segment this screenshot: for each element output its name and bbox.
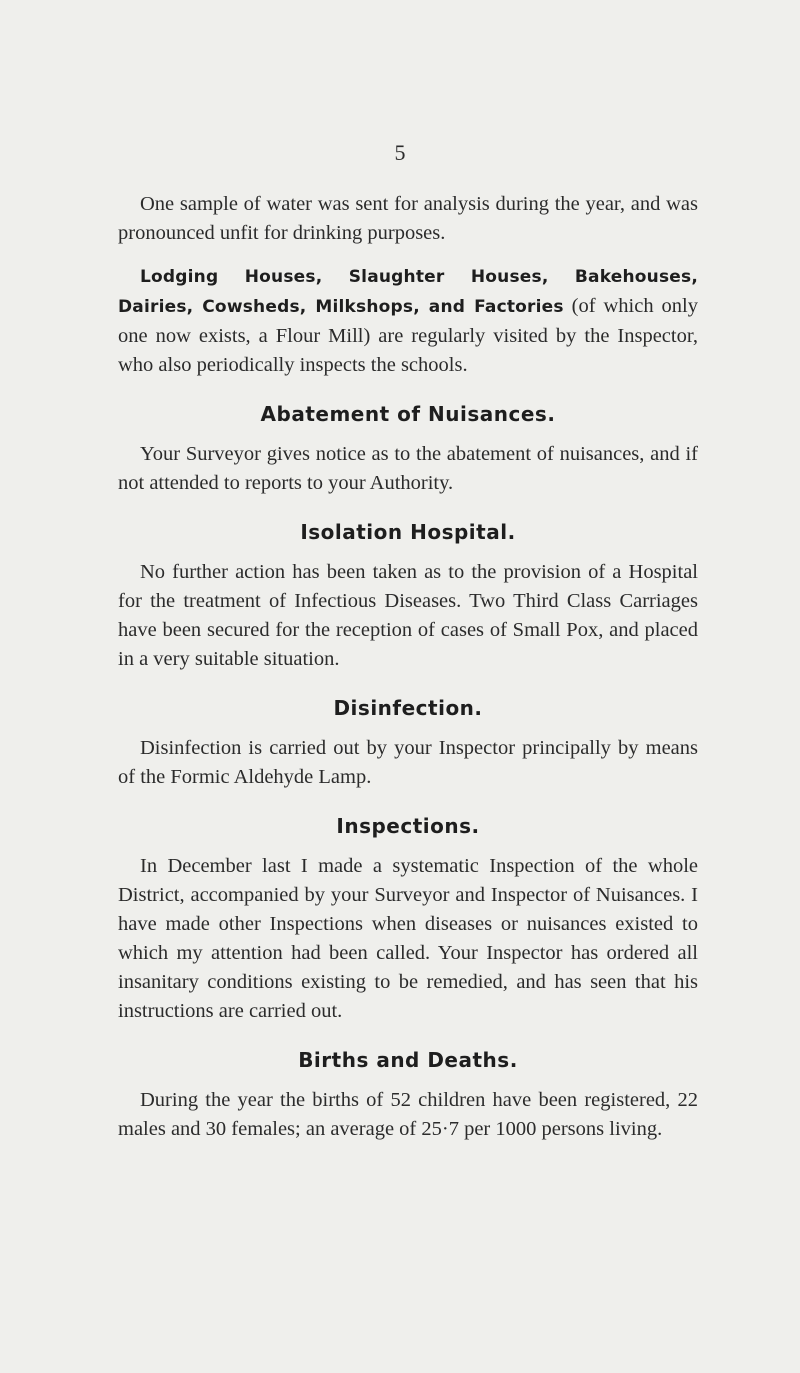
inspections-paragraph: In December last I made a systematic Inspection of the whole District, accompanied by your Surveyor and Inspector of Nuisances. I have made other Inspections when diseases or nuisances existed to which my attention had been called. Your Inspector has ordered all insanitary conditions existing to be remedied, and has seen that his instructions are carried out. (118, 855, 698, 1022)
water-paragraph: One sample of water was sent for analysis during the year, and was pronounced unfit for drinking purposes. (118, 193, 698, 244)
lodging-paragraph (118, 262, 698, 380)
births-deaths-heading: Births and Deaths. (298, 1048, 518, 1072)
disinfection-heading: Disinfection. (333, 696, 483, 720)
births-deaths-paragraph: During the year the births of 52 children have been registered, 22 males and 30 females; an average of 25·7 per 1000 persons living. (118, 1089, 698, 1140)
isolation-heading: Isolation Hospital. (300, 520, 516, 544)
isolation-paragraph: No further action has been taken as to the provision of a Hospital for the treatment of Infectious Diseases. Two Third Class Carriages have been secured for the reception of cases of Small Pox, and placed in a very suitable situation. (118, 561, 698, 670)
report-body (118, 190, 698, 1144)
page-number: 5 (394, 140, 406, 165)
inspections-heading: Inspections. (336, 814, 480, 838)
lodging-body: (of which only one now exists, a Flour Mill) are regularly visited by the Inspector, who also periodically inspects the schools. (118, 295, 698, 376)
abatement-heading: Abatement of Nuisances. (260, 402, 556, 426)
lodging-heading: Lodging Houses, Slaughter Houses, Bakehouses, Dairies, Cowsheds, Milkshops, and Factories (118, 267, 698, 317)
abatement-paragraph: Your Surveyor gives notice as to the abatement of nuisances, and if not attended to reports to your Authority. (118, 443, 698, 494)
disinfection-paragraph: Disinfection is carried out by your Inspector principally by means of the Formic Aldehyde Lamp. (118, 737, 698, 788)
